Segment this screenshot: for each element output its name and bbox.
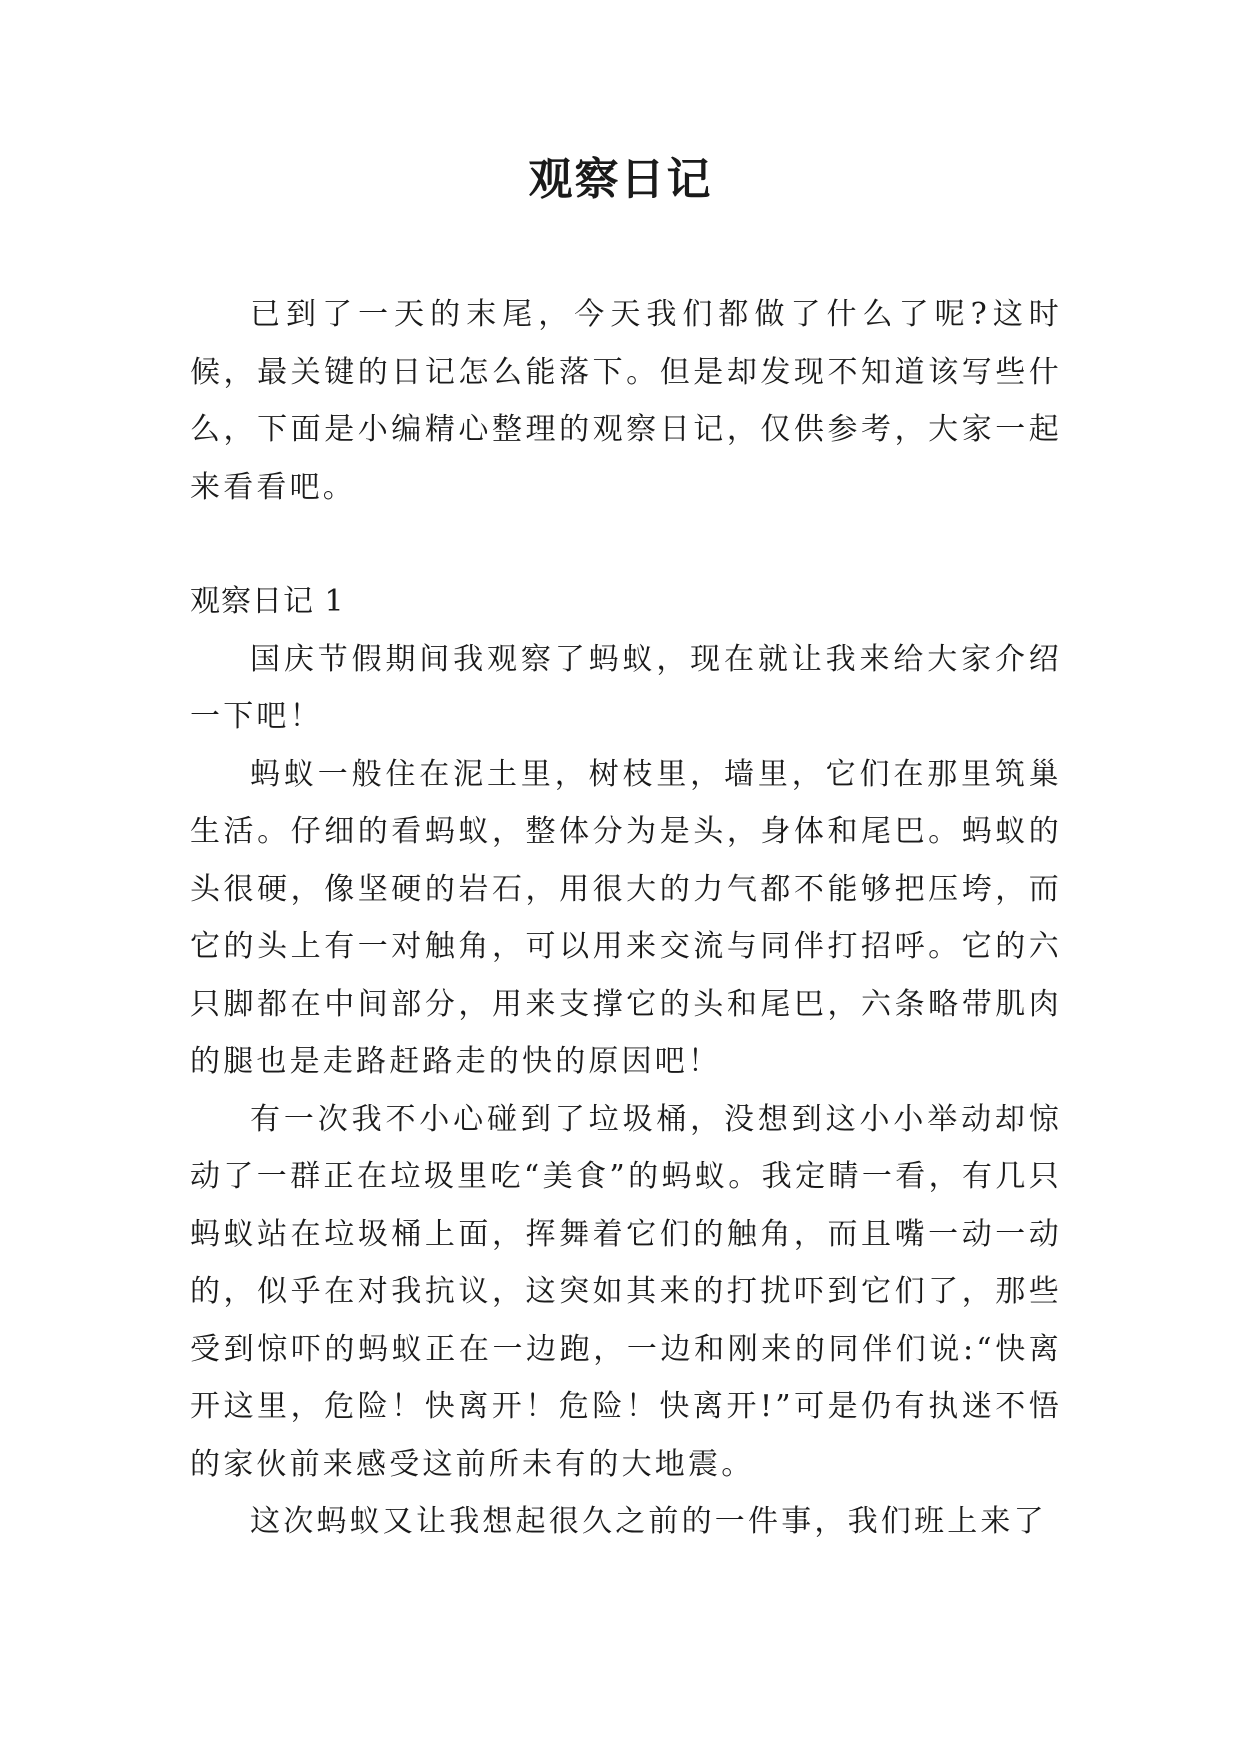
body-paragraph: 有一次我不小心碰到了垃圾桶，没想到这小小举动却惊动了一群正在垃圾里吃“美食”的蚂蚁。我定睛一看，有几只蚂蚁站在垃圾桶上面，挥舞着它们的触角，而且嘴一动一动的，似乎在对我抗议，这突如其来的打扰吓到它们了，那些受到惊吓的蚂蚁正在一边跑，一边和刚来的同伴们说:“快离开这里，危险！快离开！危险！快离开!”可是仍有执迷不悟的家伙前来感受这前所未有的大地震。 <box>190 1101 1062 1482</box>
body-paragraph: 国庆节假期间我观察了蚂蚁，现在就让我来给大家介绍一下吧！ <box>190 641 1062 734</box>
document-body <box>190 286 1062 1551</box>
section-heading: 观察日记 1 <box>190 584 345 619</box>
intro-paragraph: 已到了一天的末尾，今天我们都做了什么了呢?这时候，最关键的日记怎么能落下。但是却发现不知道该写些什么，下面是小编精心整理的观察日记，仅供参考，大家一起来看看吧。 <box>190 297 1062 505</box>
spacer <box>190 516 1062 573</box>
body-paragraph: 蚂蚁一般住在泥土里，树枝里，墙里，它们在那里筑巢生活。仔细的看蚂蚁，整体分为是头，身体和尾巴。蚂蚁的头很硬，像坚硬的岩石，用很大的力气都不能够把压垮，而它的头上有一对触角，可以用来交流与同伴打招呼。它的六只脚都在中间部分，用来支撑它的头和尾巴，六条略带肌肉的腿也是走路赶路走的快的原因吧！ <box>190 756 1062 1079</box>
document-title: 观察日记 <box>528 154 713 205</box>
body-paragraph: 这次蚂蚁又让我想起很久之前的一件事，我们班上来了 <box>250 1504 1047 1539</box>
